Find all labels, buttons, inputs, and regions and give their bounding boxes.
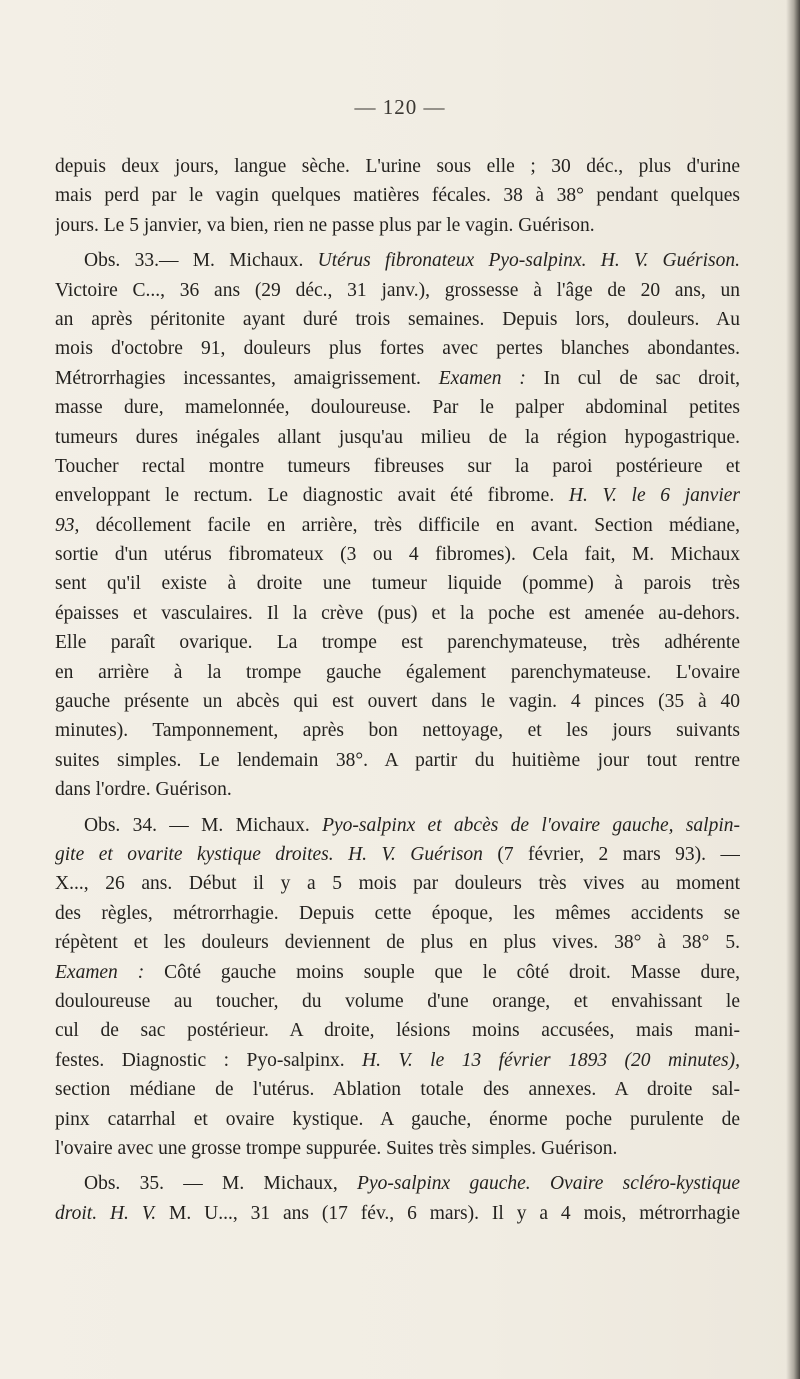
text-run: Obs. 34. — M. Michaux. — [84, 814, 323, 836]
text-line — [55, 364, 740, 393]
text-run: festes. Diagnostic : Pyo-salpinx. — [55, 1049, 363, 1071]
text-run: depuis deux jours, langue sèche. L'urine sous elle ; 30 déc., plus d'urine — [55, 156, 740, 177]
text-run: pinx catarrhal et ovaire kystique. A gauche, énorme poche purulente de — [55, 1108, 740, 1130]
text-run: M. U..., 31 ans (17 fév., 6 mars). Il y a 4 mois, métrorrhagie — [156, 1202, 740, 1224]
text-line — [55, 1105, 740, 1134]
text-line — [55, 1134, 740, 1163]
obs-title: Utérus fibronateux Pyo-salpinx. H. V. Guérison. — [317, 250, 740, 272]
text-line — [55, 928, 740, 957]
text-run: enveloppant le rectum. Le diagnostic avait été fibrome. — [55, 485, 569, 507]
text-run: douloureuse au toucher, du volume d'une orange, et envahissant le — [55, 990, 740, 1012]
page-edge-shadow — [786, 0, 800, 1379]
italic-run: gite et ovarite kystique droites. H. V. Guérison — [55, 843, 483, 865]
italic-run: Examen : — [438, 367, 526, 389]
text-line — [55, 899, 740, 928]
text-line — [55, 511, 740, 540]
text-run: sent qu'il existe à droite une tumeur liquide (pomme) à parois très — [55, 573, 740, 595]
text-line — [55, 152, 740, 181]
text-line — [55, 305, 740, 334]
text-line — [55, 334, 740, 363]
text-run: Obs. 35. — M. Michaux, — [84, 1173, 358, 1195]
body-text — [55, 152, 740, 1228]
text-line — [55, 716, 740, 745]
obs-title: Pyo-salpinx gauche. Ovaire scléro-kystique — [357, 1173, 740, 1195]
text-line — [55, 987, 740, 1016]
text-run: minutes). Tamponnement, après bon nettoyage, et les jours suivants — [55, 720, 740, 742]
obs-title: Pyo-salpinx et abcès de l'ovaire gauche, salpin- — [322, 814, 740, 836]
text-run: gauche présente un abcès qui est ouvert dans le vagin. 4 pinces (35 à 40 — [55, 691, 740, 713]
text-run: jours. Le 5 janvier, va bien, rien ne passe plus par le vagin. Guérison. — [55, 214, 595, 236]
text-run: X..., 26 ans. Début il y a 5 mois par douleurs très vives au moment — [55, 873, 740, 895]
text-run: cul de sac postérieur. A droite, lésions moins accusées, mais mani- — [55, 1020, 740, 1042]
text-line — [55, 628, 740, 657]
text-line — [55, 1075, 740, 1104]
text-line — [55, 958, 740, 987]
text-line — [55, 481, 740, 510]
text-line — [55, 393, 740, 422]
page-number: — 120 — — [354, 95, 446, 119]
italic-run: droit. H. V. — [55, 1202, 157, 1224]
text-run: an après péritonite ayant duré trois semaines. Depuis lors, douleurs. Au — [55, 308, 740, 330]
text-run: Côté gauche moins souple que le côté droit. Masse dure, — [144, 961, 740, 983]
text-run: section médiane de l'utérus. Ablation totale des annexes. A droite sal- — [55, 1079, 740, 1101]
text-run: tumeurs dures inégales allant jusqu'au milieu de la région hypogastrique. — [55, 426, 740, 448]
text-line — [55, 540, 740, 569]
obs-33-heading — [55, 246, 740, 275]
text-run: épaisses et vasculaires. Il la crève (pus) et la poche est amenée au-dehors. — [55, 602, 740, 624]
text-run: répètent et les douleurs deviennent de plus en plus vives. 38° à 38° 5. — [55, 932, 740, 954]
text-line — [55, 423, 740, 452]
text-run: Toucher rectal montre tumeurs fibreuses sur la paroi postérieure et — [55, 455, 740, 477]
text-line — [55, 775, 740, 804]
text-line — [55, 181, 740, 210]
italic-run: H. V. le 6 janvier — [568, 485, 740, 507]
text-run: des règles, métrorrhagie. Depuis cette époque, les mêmes accidents se — [55, 902, 740, 924]
text-line — [55, 840, 740, 869]
obs-34-heading — [55, 811, 740, 840]
text-line — [55, 569, 740, 598]
text-run: Elle paraît ovarique. La trompe est parenchymateuse, très adhérente — [55, 632, 740, 654]
text-run: (7 février, 2 mars 93). — — [482, 843, 740, 865]
text-line — [55, 658, 740, 687]
text-line — [55, 599, 740, 628]
text-line — [55, 1016, 740, 1045]
italic-run: 93 — [55, 514, 75, 536]
obs-35-heading — [55, 1169, 740, 1198]
text-line — [55, 211, 740, 240]
text-line — [55, 869, 740, 898]
text-run: dans l'ordre. Guérison. — [55, 779, 232, 801]
text-run: Métrorrhagies incessantes, amaigrissement. — [55, 367, 439, 389]
text-line — [55, 746, 740, 775]
text-run: Obs. 33.— M. Michaux. — [84, 250, 318, 272]
text-run: Victoire C..., 36 ans (29 déc., 31 janv.), grossesse à l'âge de 20 ans, un — [55, 279, 740, 301]
italic-run: Examen : — [55, 961, 145, 983]
text-line — [55, 687, 740, 716]
italic-run: H. V. le 13 février 1893 (20 minutes), — [362, 1049, 740, 1071]
text-run: mais perd par le vagin quelques matières fécales. 38 à 38° pendant quelques — [55, 185, 740, 207]
text-run: mois d'octobre 91, douleurs plus fortes avec pertes blanches abondantes. — [55, 338, 740, 360]
text-line — [55, 1046, 740, 1075]
text-line — [55, 276, 740, 305]
text-run: , décollement facile en arrière, très difficile en avant. Section médiane, — [74, 514, 740, 536]
text-line — [55, 452, 740, 481]
text-run: sortie d'un utérus fibromateux (3 ou 4 fibromes). Cela fait, M. Michaux — [55, 544, 740, 566]
text-run: l'ovaire avec une grosse trompe suppurée. Suites très simples. Guérison. — [55, 1137, 618, 1159]
text-run: masse dure, mamelonnée, douloureuse. Par le palper abdominal petites — [55, 397, 740, 419]
text-line — [55, 1199, 740, 1228]
text-run: suites simples. Le lendemain 38°. A partir du huitième jour tout rentre — [55, 749, 740, 771]
text-run: en arrière à la trompe gauche également parenchymateuse. L'ovaire — [55, 661, 740, 683]
text-run: In cul de sac droit, — [525, 367, 740, 389]
